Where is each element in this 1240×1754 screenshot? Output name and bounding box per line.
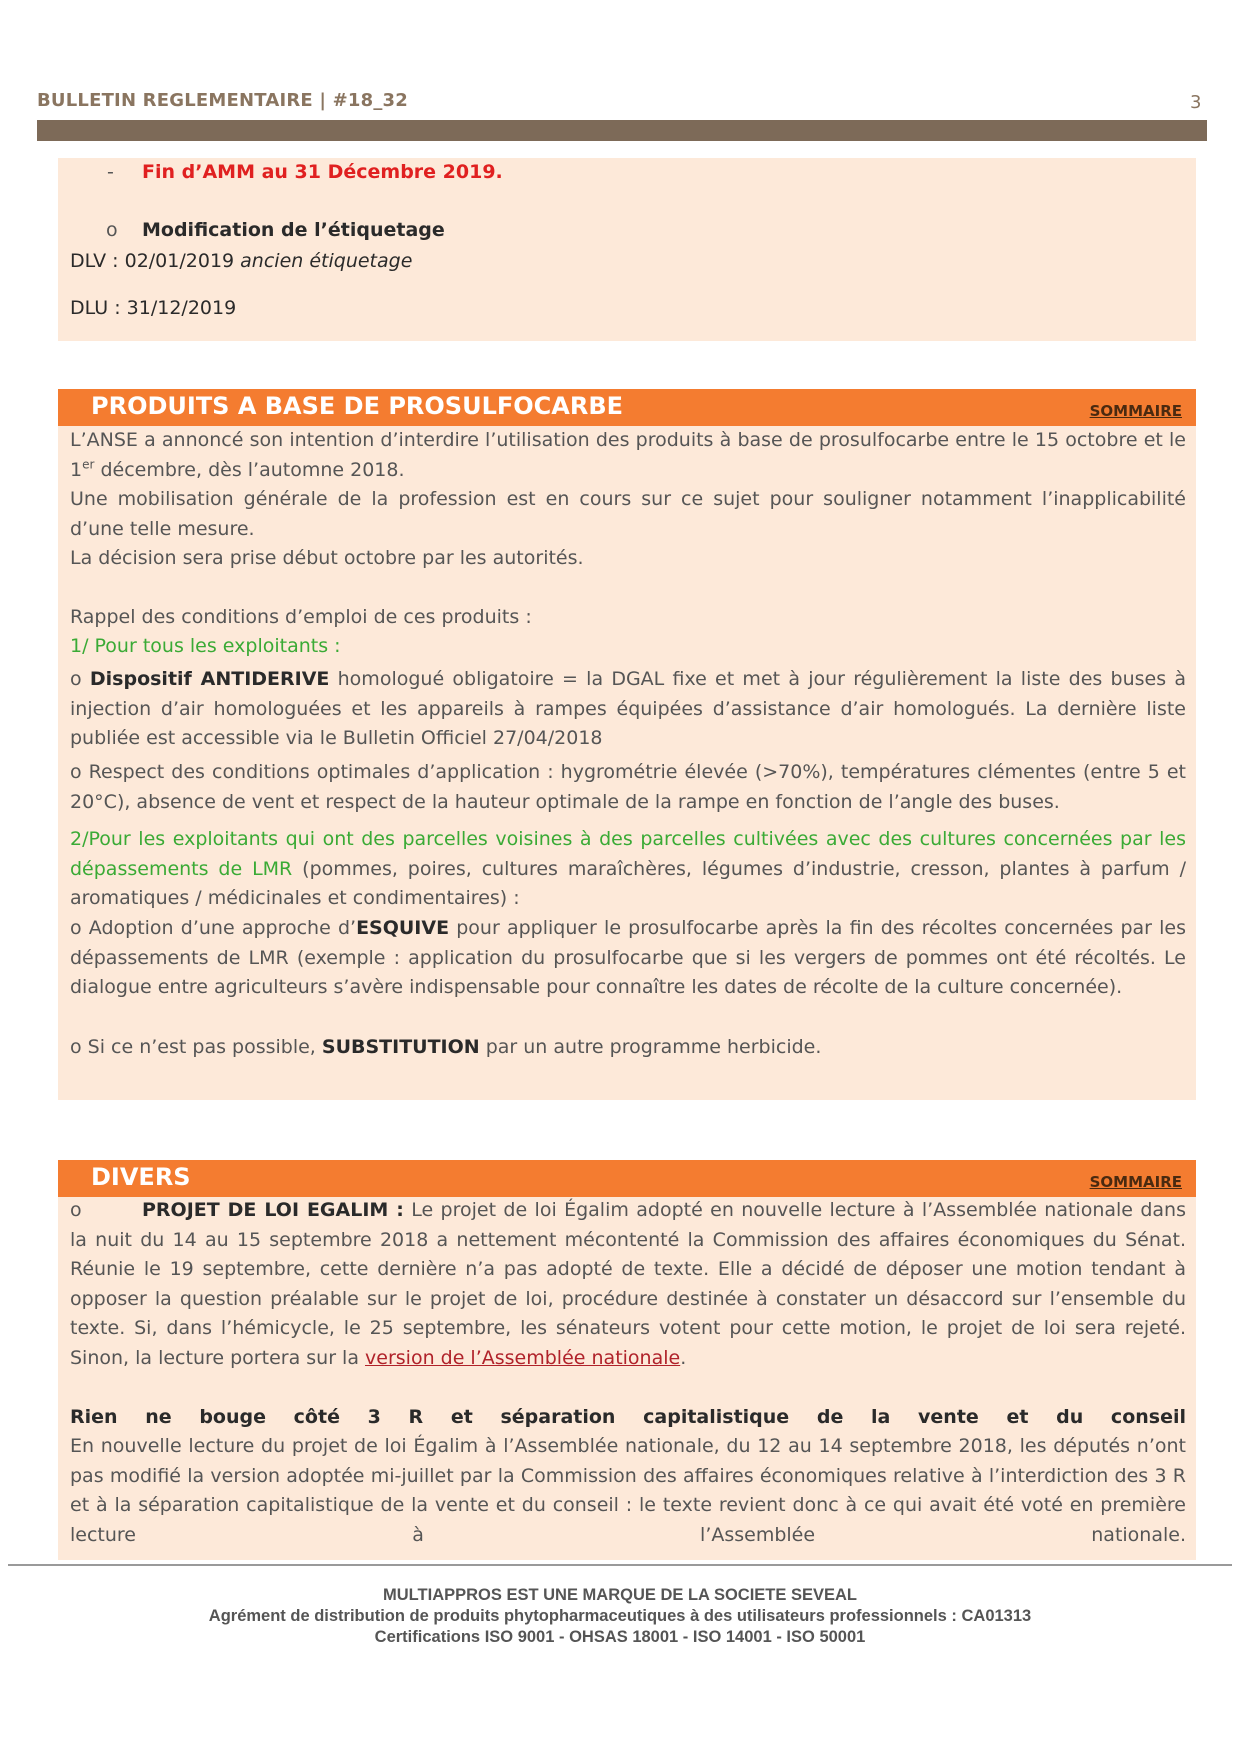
assemblee-nationale-link[interactable]: version de l’Assemblée nationale: [365, 1346, 681, 1369]
footer-line-1: MULTIAPPROS EST UNE MARQUE DE LA SOCIETE SEVEAL: [383, 1586, 857, 1604]
p1a-bold1: Dispositif: [89, 668, 201, 690]
point-1b: o Respect des conditions optimales d’application : hygrométrie élevée (>70%), températures clémentes (entre 5 et 20°C), absence de vent et respect de la hauteur optimale de la rampe en fonction de l’angle des buses.: [70, 761, 1186, 813]
intro-paragraph-1: [70, 426, 1186, 485]
header-bar: [37, 120, 1207, 141]
p1a-pre: o: [70, 668, 90, 690]
p1a-rest: homologué obligatoire = la DGAL fixe et met à jour régulièrement la liste des buses à injection d’air homologuées et les appareils à rampes équipées d’assistance d’air homologués. La dernière liste publiée est accessible via le Bulletin Officiel 27/04/2018: [70, 668, 1186, 749]
bulletin-title: BULLETIN REGLEMENTAIRE | #18_32: [37, 90, 408, 111]
p2a-rest: pour appliquer le prosulfocarbe après la fin des récoltes concernées par les dépassements de LMR (exemple : application du prosulfocarbe que si les vergers de pommes ont été récoltés. Le dialogue entre agriculteurs s’avère indispensable pour connaître les dates de récolte de la culture concernée).: [70, 917, 1186, 998]
section-header-prosulfocarbe: [58, 389, 1196, 426]
p1a-bold2: ANTIDERIVE: [200, 668, 330, 690]
point-1a: [70, 665, 1186, 754]
footer-line-3: Certifications ISO 9001 - OHSAS 18001 - ISO 14001 - ISO 50001: [374, 1628, 866, 1646]
point-2-intro: [70, 825, 1186, 914]
rien-ne-bouge-title: Rien ne bouge côté 3 R et séparation capitalistique de la vente et du conseil: [70, 1406, 1186, 1428]
p2b-pre: o Si ce n’est pas possible,: [70, 1036, 322, 1058]
intro-paragraph-3: La décision sera prise début octobre par les autorités.: [70, 547, 584, 569]
point-2b: [70, 1033, 1186, 1063]
section-title: PRODUITS A BASE DE PROSULFOCARBE: [91, 392, 624, 420]
section-header-divers: [58, 1160, 1196, 1197]
egalim-text: Le projet de loi Égalim adopté en nouvelle lecture à l’Assemblée nationale dans la nuit du 14 au 15 septembre 2018 a nettement mécontenté la Commission des affaires économiques du Sénat. Réunie le 19 septembre, cette dernière n’a pas adopté de texte. Elle a décidé de déposer une motion tendant à opposer la question préalable sur le projet de loi, procédure destinée à constater un désaccord sur l’ensemble du texte. Si, dans l’hémicycle, le 25 septembre, les sénateurs votent pour cette motion, le projet de loi sera rejeté. Sinon, la lecture portera sur la: [70, 1199, 1186, 1369]
egalim-end: .: [680, 1346, 687, 1369]
fin-amm-text: Fin d’AMM au 31 Décembre 2019.: [142, 161, 503, 183]
egalim-paragraph: [70, 1196, 1186, 1373]
dlv-line: [70, 247, 412, 277]
intro-1a: L’ANSE a annoncé son intention d’interdire l’utilisation des produits à base de prosulfocarbe entre le 15 octobre et le 1: [70, 429, 1186, 481]
dlv-label: DLV : 02/01/2019: [70, 250, 241, 272]
sommaire-link[interactable]: SOMMAIRE: [1089, 1173, 1182, 1191]
intro-1b: décembre, dès l’automne 2018.: [94, 458, 405, 481]
section-title: DIVERS: [91, 1163, 191, 1191]
page-number: 3: [1190, 92, 1202, 113]
bullet-dash: -: [107, 161, 114, 183]
footer-divider: [8, 1564, 1232, 1566]
footer-line-2: Agrément de distribution de produits phytopharmaceutiques à des utilisateurs professionnels : CA01313: [208, 1607, 1032, 1625]
intro-paragraph-2: Une mobilisation générale de la profession est en cours sur ce sujet pour souligner notamment l’inapplicabilité d’une telle mesure.: [70, 488, 1186, 540]
egalim-bold: PROJET DE LOI EGALIM :: [142, 1199, 404, 1221]
rien-ne-bouge-text: En nouvelle lecture du projet de loi Égalim à l’Assemblée nationale, du 12 au 14 septembre 2018, les députés n’ont pas modifié la version adoptée mi-juillet par la Commission des affaires économiques relative à l’interdiction des 3 R et à la séparation capitalistique de la vente et du conseil : le texte revient donc à ce qui avait été voté en première lecture à l’Assemblée nationale.: [70, 1435, 1186, 1546]
intro-1-sup: er: [82, 457, 95, 472]
point-1-title: 1/ Pour tous les exploitants :: [70, 635, 341, 657]
point-2-rest: (pommes, poires, cultures maraîchères, légumes d’industrie, cresson, plantes à parfum / aromatiques / médicinales et condimentaires) :: [70, 857, 1186, 909]
point-2-green: 2/Pour les exploitants qui ont des parcelles voisines à des parcelles cultivées avec des cultures concernées par les dépassements de LMR: [70, 828, 1186, 880]
p2a-bold: ESQUIVE: [356, 917, 450, 939]
dlv-note: ancien étiquetage: [240, 250, 413, 272]
modification-heading: Modification de l’étiquetage: [142, 219, 445, 241]
p2a-pre: o Adoption d’une approche d’: [70, 917, 357, 939]
dlu-line: DLU : 31/12/2019: [70, 297, 237, 319]
bullet-o: o: [70, 1199, 82, 1221]
sommaire-link[interactable]: SOMMAIRE: [1089, 402, 1182, 420]
point-2a: [70, 914, 1186, 1003]
rappel-line: Rappel des conditions d’emploi de ces produits :: [70, 606, 532, 628]
bullet-o: o: [106, 219, 118, 241]
p2b-bold: SUBSTITUTION: [321, 1036, 480, 1058]
p2b-rest: par un autre programme herbicide.: [479, 1036, 822, 1058]
